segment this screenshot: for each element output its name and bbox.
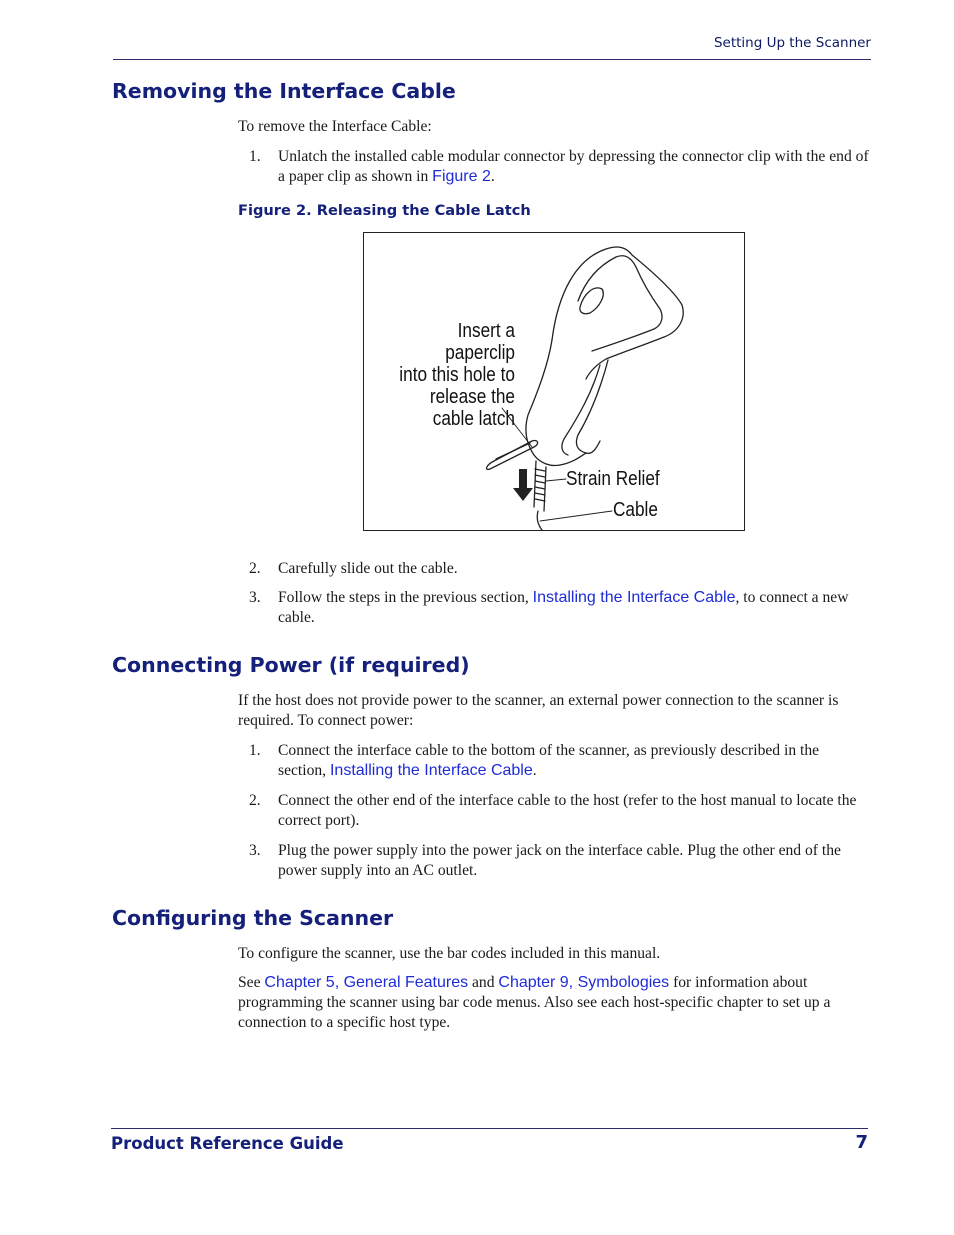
removing-step-3 <box>249 588 871 628</box>
header-rule <box>113 59 871 60</box>
step-text: Plug the power supply into the power jack on the interface cable. Plug the other end of the power supply into an AC outlet. <box>278 842 841 879</box>
power-step-1 <box>249 741 871 781</box>
configure-para-2: See Chapter 5, General Features and Chapter 9, Symbologies for information about programming the scanner using bar code menus. Also see each host-specific chapter to set up a connection to a specific host type. <box>238 974 831 1031</box>
link-installing-interface-cable[interactable]: Installing the Interface Cable <box>329 762 533 779</box>
step-text: Carefully slide out the cable. <box>278 560 458 577</box>
heading-removing-cable: Removing the Interface Cable <box>112 79 456 103</box>
step-text: Unlatch the installed cable modular connector by depressing the connector clip with the end of a paper clip as shown in Figure 2. <box>278 148 869 185</box>
step-number: 2. <box>249 792 261 809</box>
figure-cable-latch <box>363 232 745 531</box>
power-step-2 <box>249 791 871 831</box>
link-chapter-9[interactable]: Chapter 9, Symbologies <box>498 974 670 991</box>
heading-configuring-scanner: Configuring the Scanner <box>112 906 394 930</box>
link-installing-interface-cable[interactable]: Installing the Interface Cable <box>532 589 736 606</box>
step-number: 1. <box>249 742 261 759</box>
running-header: Setting Up the Scanner <box>713 35 871 51</box>
removing-step-1 <box>249 147 871 187</box>
callout-paperclip-instruction: Insert a paperclip into this hole to release the cable latch <box>399 320 515 430</box>
link-figure-2[interactable]: Figure 2 <box>432 168 491 185</box>
step-number: 3. <box>249 589 261 606</box>
footer-guide-title: Product Reference Guide <box>111 1134 344 1153</box>
step-number: 3. <box>249 842 261 859</box>
step-text: Follow the steps in the previous section, Installing the Interface Cable, to connect a new cable. <box>278 589 849 626</box>
heading-connecting-power: Connecting Power (if required) <box>112 653 470 677</box>
footer-rule <box>111 1128 868 1129</box>
power-intro: If the host does not provide power to the scanner, an external power connection to the scanner is required. To connect power: <box>238 692 839 729</box>
figure-caption: Figure 2. Releasing the Cable Latch <box>238 202 531 219</box>
step-text: Connect the interface cable to the bottom of the scanner, as previously described in the section, Installing the Interface Cable. <box>278 742 820 779</box>
configure-para-1: To configure the scanner, use the bar codes included in this manual. <box>238 945 661 962</box>
label-cable: Cable <box>613 499 658 521</box>
removing-step-2 <box>249 559 871 579</box>
link-chapter-5[interactable]: Chapter 5, General Features <box>264 974 469 991</box>
removing-intro: To remove the Interface Cable: <box>238 118 432 135</box>
step-number: 1. <box>249 148 261 165</box>
power-step-3 <box>249 841 871 881</box>
page-number: 7 <box>855 1132 868 1153</box>
label-strain-relief: Strain Relief <box>566 468 660 490</box>
step-text: Connect the other end of the interface cable to the host (refer to the host manual to locate the correct port). <box>278 792 857 829</box>
step-number: 2. <box>249 560 261 577</box>
